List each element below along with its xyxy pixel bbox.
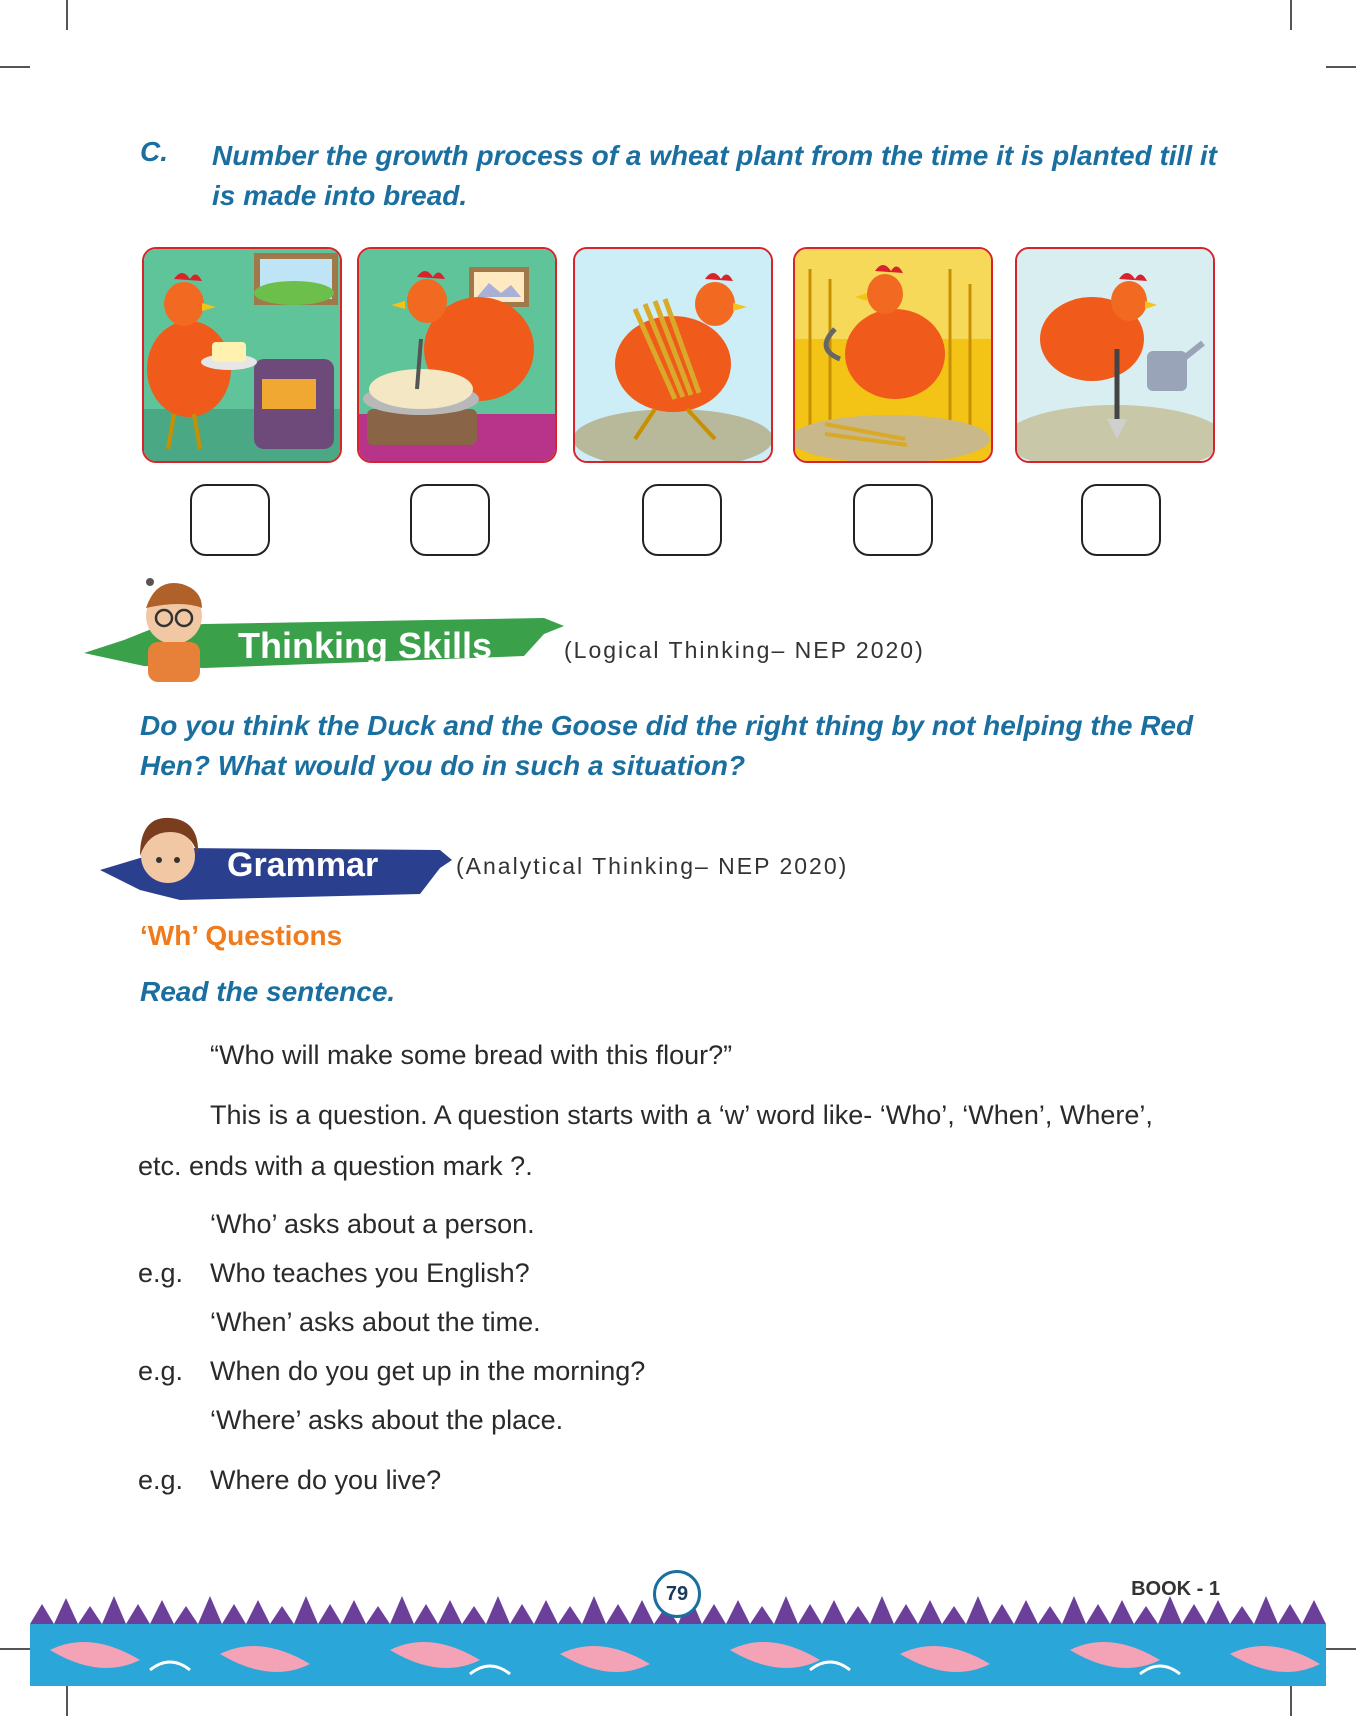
- crop-mark: [66, 0, 68, 30]
- hen-making-dough-icon: [357, 247, 557, 463]
- grammar-nep: (Analytical Thinking– NEP 2020): [456, 853, 849, 879]
- question-letter: C.: [140, 136, 168, 167]
- answer-box[interactable]: [410, 484, 490, 556]
- crop-mark: [1290, 0, 1292, 30]
- hen-baking-bread-icon: [142, 247, 342, 463]
- crop-mark: [1326, 66, 1356, 68]
- section-title: ‘Wh’ Questions: [140, 920, 343, 951]
- eg-label: e.g.: [138, 1465, 184, 1495]
- thinking-skills-label: Thinking Skills: [238, 625, 493, 666]
- answer-box[interactable]: [1081, 484, 1161, 556]
- example-sentence: “Who will make some bread with this flour?”: [210, 1040, 733, 1070]
- hen-planting-seeds-icon: [1015, 247, 1215, 463]
- paragraph-line: This is a question. A question starts with a ‘w’ word like- ‘Who’, ‘When’, Where’,: [210, 1100, 1153, 1130]
- crop-mark: [1290, 1686, 1292, 1716]
- grammar-label: Grammar: [227, 846, 379, 884]
- where-example: Where do you live?: [210, 1465, 442, 1495]
- eg-label: e.g.: [138, 1258, 184, 1288]
- crop-mark: [66, 1686, 68, 1716]
- page-number-badge: [653, 1570, 701, 1618]
- crop-mark: [1326, 1648, 1356, 1650]
- where-rule: ‘Where’ asks about the place.: [210, 1405, 564, 1435]
- answer-box[interactable]: [642, 484, 722, 556]
- hen-carrying-wheat-icon: [573, 247, 773, 463]
- eg-label: e.g.: [138, 1356, 184, 1386]
- page-number: 79: [665, 1582, 689, 1605]
- who-example: Who teaches you English?: [210, 1258, 530, 1288]
- who-rule: ‘Who’ asks about a person.: [210, 1209, 535, 1239]
- thinking-question: Do you think the Duck and the Goose did the right thing by not helping the Red Hen? What would you do in such a situation?: [140, 710, 1194, 781]
- instruction: Read the sentence.: [140, 976, 396, 1007]
- when-example: When do you get up in the morning?: [210, 1356, 646, 1386]
- crop-mark: [0, 1648, 30, 1650]
- crop-mark: [0, 66, 30, 68]
- answer-box[interactable]: [853, 484, 933, 556]
- paragraph-line: etc. ends with a question mark ?.: [138, 1151, 533, 1181]
- answer-box[interactable]: [190, 484, 270, 556]
- question-text: Number the growth process of a wheat plant from the time it is planted till it is made into bread.: [212, 140, 1217, 211]
- when-rule: ‘When’ asks about the time.: [210, 1307, 541, 1337]
- thinking-skills-nep: (Logical Thinking– NEP 2020): [564, 637, 925, 663]
- book-label: BOOK - 1: [1131, 1578, 1220, 1600]
- hen-cutting-wheat-icon: [793, 247, 993, 463]
